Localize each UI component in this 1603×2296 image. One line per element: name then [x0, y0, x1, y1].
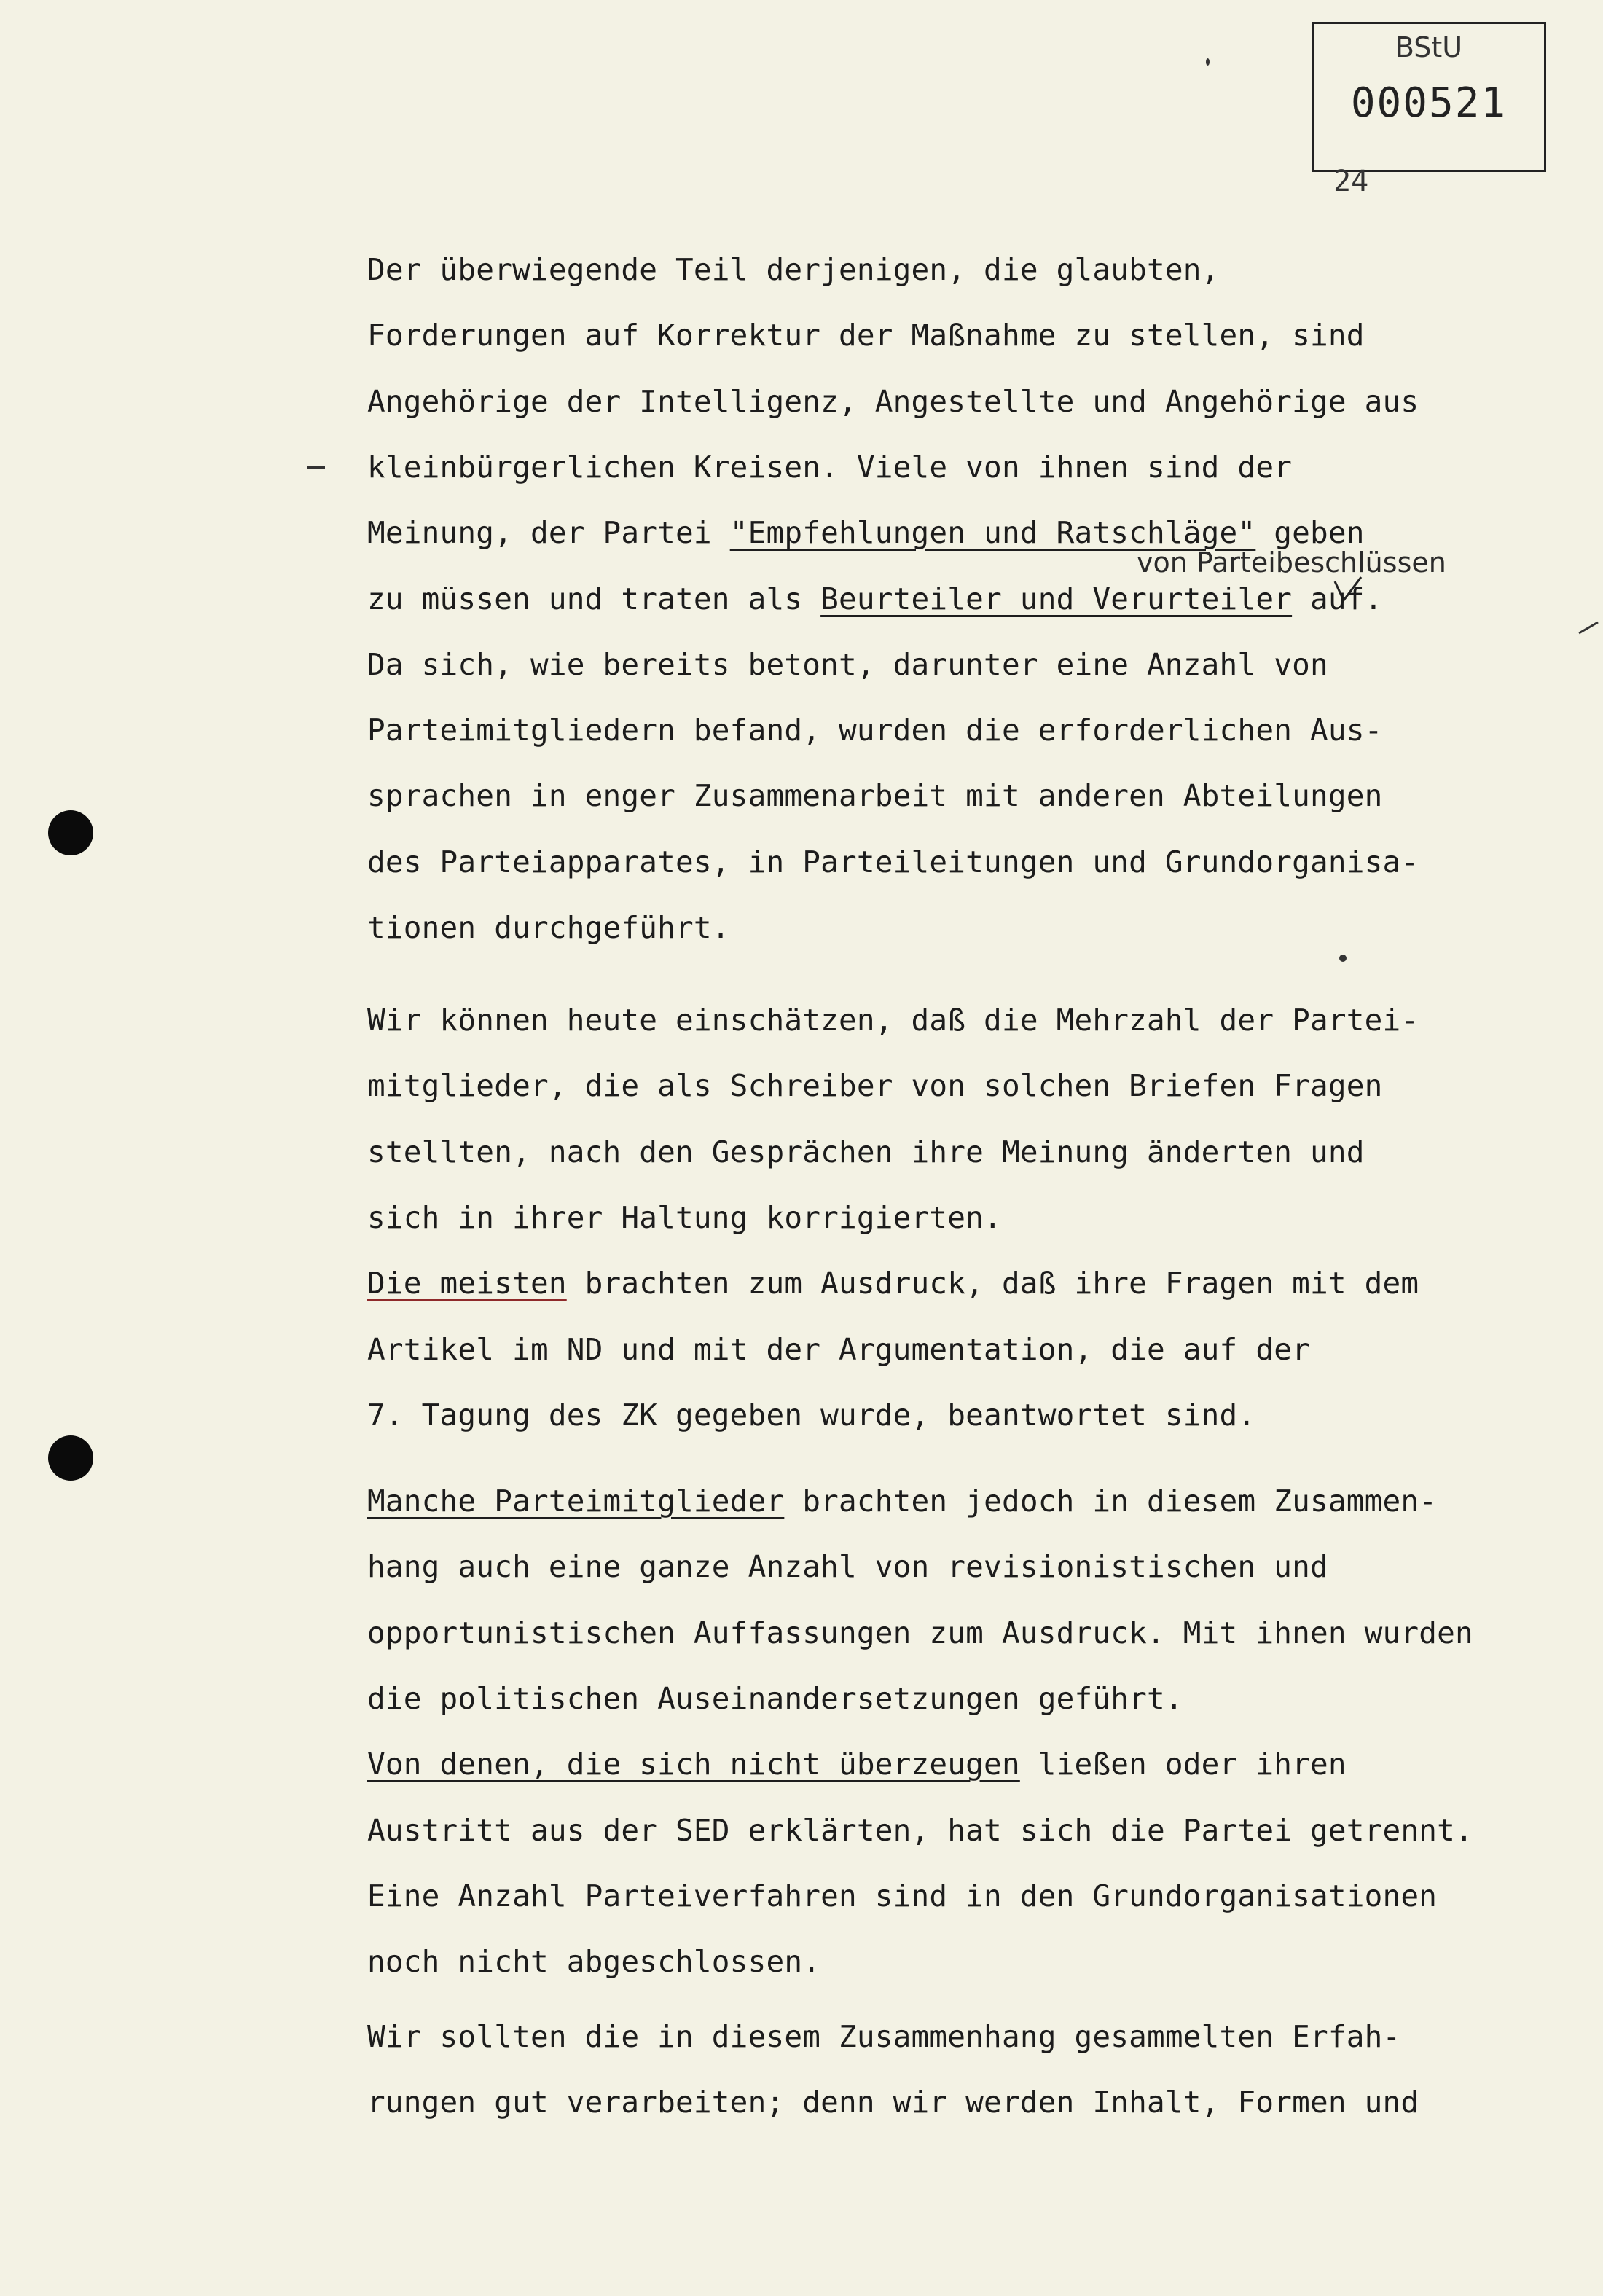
page-number: 24: [1333, 165, 1369, 198]
punch-hole-icon: [48, 1435, 93, 1481]
text-line: Angehörige der Intelligenz, Angestellte und Angehörige aus: [367, 383, 1419, 419]
text-line: Der überwiegende Teil derjenigen, die glaubten,: [367, 252, 1220, 287]
text-line: [367, 581, 1383, 617]
text-line: hang auch eine ganze Anzahl von revisionistischen und: [367, 1549, 1328, 1585]
punch-hole-icon: [48, 810, 93, 855]
text-segment: geben: [1255, 515, 1365, 551]
text-line: mitglieder, die als Schreiber von solchen Briefen Fragen: [367, 1068, 1383, 1104]
text-segment: zu müssen und traten als: [367, 581, 821, 616]
text-line: des Parteiapparates, in Parteileitungen und Grundorganisa-: [367, 844, 1419, 879]
text-line: kleinbürgerlichen Kreisen. Viele von ihnen sind der: [367, 449, 1293, 485]
text-line: Austritt aus der SED erklärten, hat sich die Partei getrennt.: [367, 1812, 1473, 1848]
underlined-phrase: Die meisten: [367, 1266, 567, 1301]
text-segment: brachten jedoch in diesem Zusammen-: [784, 1484, 1438, 1519]
text-segment: ließen oder ihren: [1019, 1747, 1347, 1782]
text-line: [367, 1265, 1419, 1301]
text-line: Eine Anzahl Parteiverfahren sind in den Grundorganisationen: [367, 1878, 1438, 1913]
underlined-phrase: "Empfehlungen und Ratschläge": [729, 515, 1256, 551]
text-line: Parteimitgliedern befand, wurden die erforderlichen Aus-: [367, 713, 1383, 748]
text-line: noch nicht abgeschlossen.: [367, 1944, 821, 1980]
text-line: Wir sollten die in diesem Zusammenhang gesammelten Erfah-: [367, 2019, 1401, 2054]
text-line: sich in ihrer Haltung korrigierten.: [367, 1199, 1002, 1235]
text-segment: auf.: [1292, 581, 1383, 616]
text-line: 7. Tagung des ZK gegeben wurde, beantwortet sind.: [367, 1397, 1256, 1433]
text-line: stellten, nach den Gesprächen ihre Meinung änderten und: [367, 1134, 1365, 1169]
text-line: [367, 1483, 1437, 1519]
stamp-archive-label: BStU: [1395, 31, 1463, 63]
paper-speck: [1206, 58, 1210, 66]
archive-stamp: [1312, 22, 1546, 172]
handwritten-insertion: von Parteibeschlüssen: [1137, 546, 1446, 579]
text-line: Artikel im ND und mit der Argumentation, die auf der: [367, 1331, 1310, 1367]
text-line: opportunistischen Auffassungen zum Ausdruck. Mit ihnen wurden: [367, 1615, 1473, 1650]
underlined-phrase: Von denen, die sich nicht überzeugen: [367, 1747, 1020, 1782]
text-line: sprachen in enger Zusammenarbeit mit anderen Abteilungen: [367, 778, 1383, 814]
text-line: Da sich, wie bereits betont, darunter eine Anzahl von: [367, 646, 1328, 682]
text-line: [367, 514, 1365, 551]
text-line: [367, 1746, 1347, 1782]
text-segment: brachten zum Ausdruck, daß ihre Fragen mit dem: [566, 1266, 1419, 1301]
text-line: rungen gut verarbeiten; denn wir werden Inhalt, Formen und: [367, 2085, 1419, 2120]
underlined-phrase: Beurteiler und Verurteiler: [820, 581, 1293, 616]
margin-mark: [307, 466, 325, 469]
text-line: die politischen Auseinandersetzungen geführt.: [367, 1680, 1183, 1716]
underlined-phrase: Manche Parteimitglieder: [367, 1484, 785, 1519]
margin-mark: [1578, 622, 1598, 635]
stamp-document-number: 000521: [1350, 79, 1508, 127]
text-segment: Meinung, der Partei: [367, 515, 730, 551]
text-line: Wir können heute einschätzen, daß die Mehrzahl der Partei-: [367, 1003, 1419, 1038]
text-line: tionen durchgeführt.: [367, 910, 730, 945]
text-line: Forderungen auf Korrektur der Maßnahme zu stellen, sind: [367, 318, 1365, 353]
paper-speck: [1339, 955, 1347, 962]
